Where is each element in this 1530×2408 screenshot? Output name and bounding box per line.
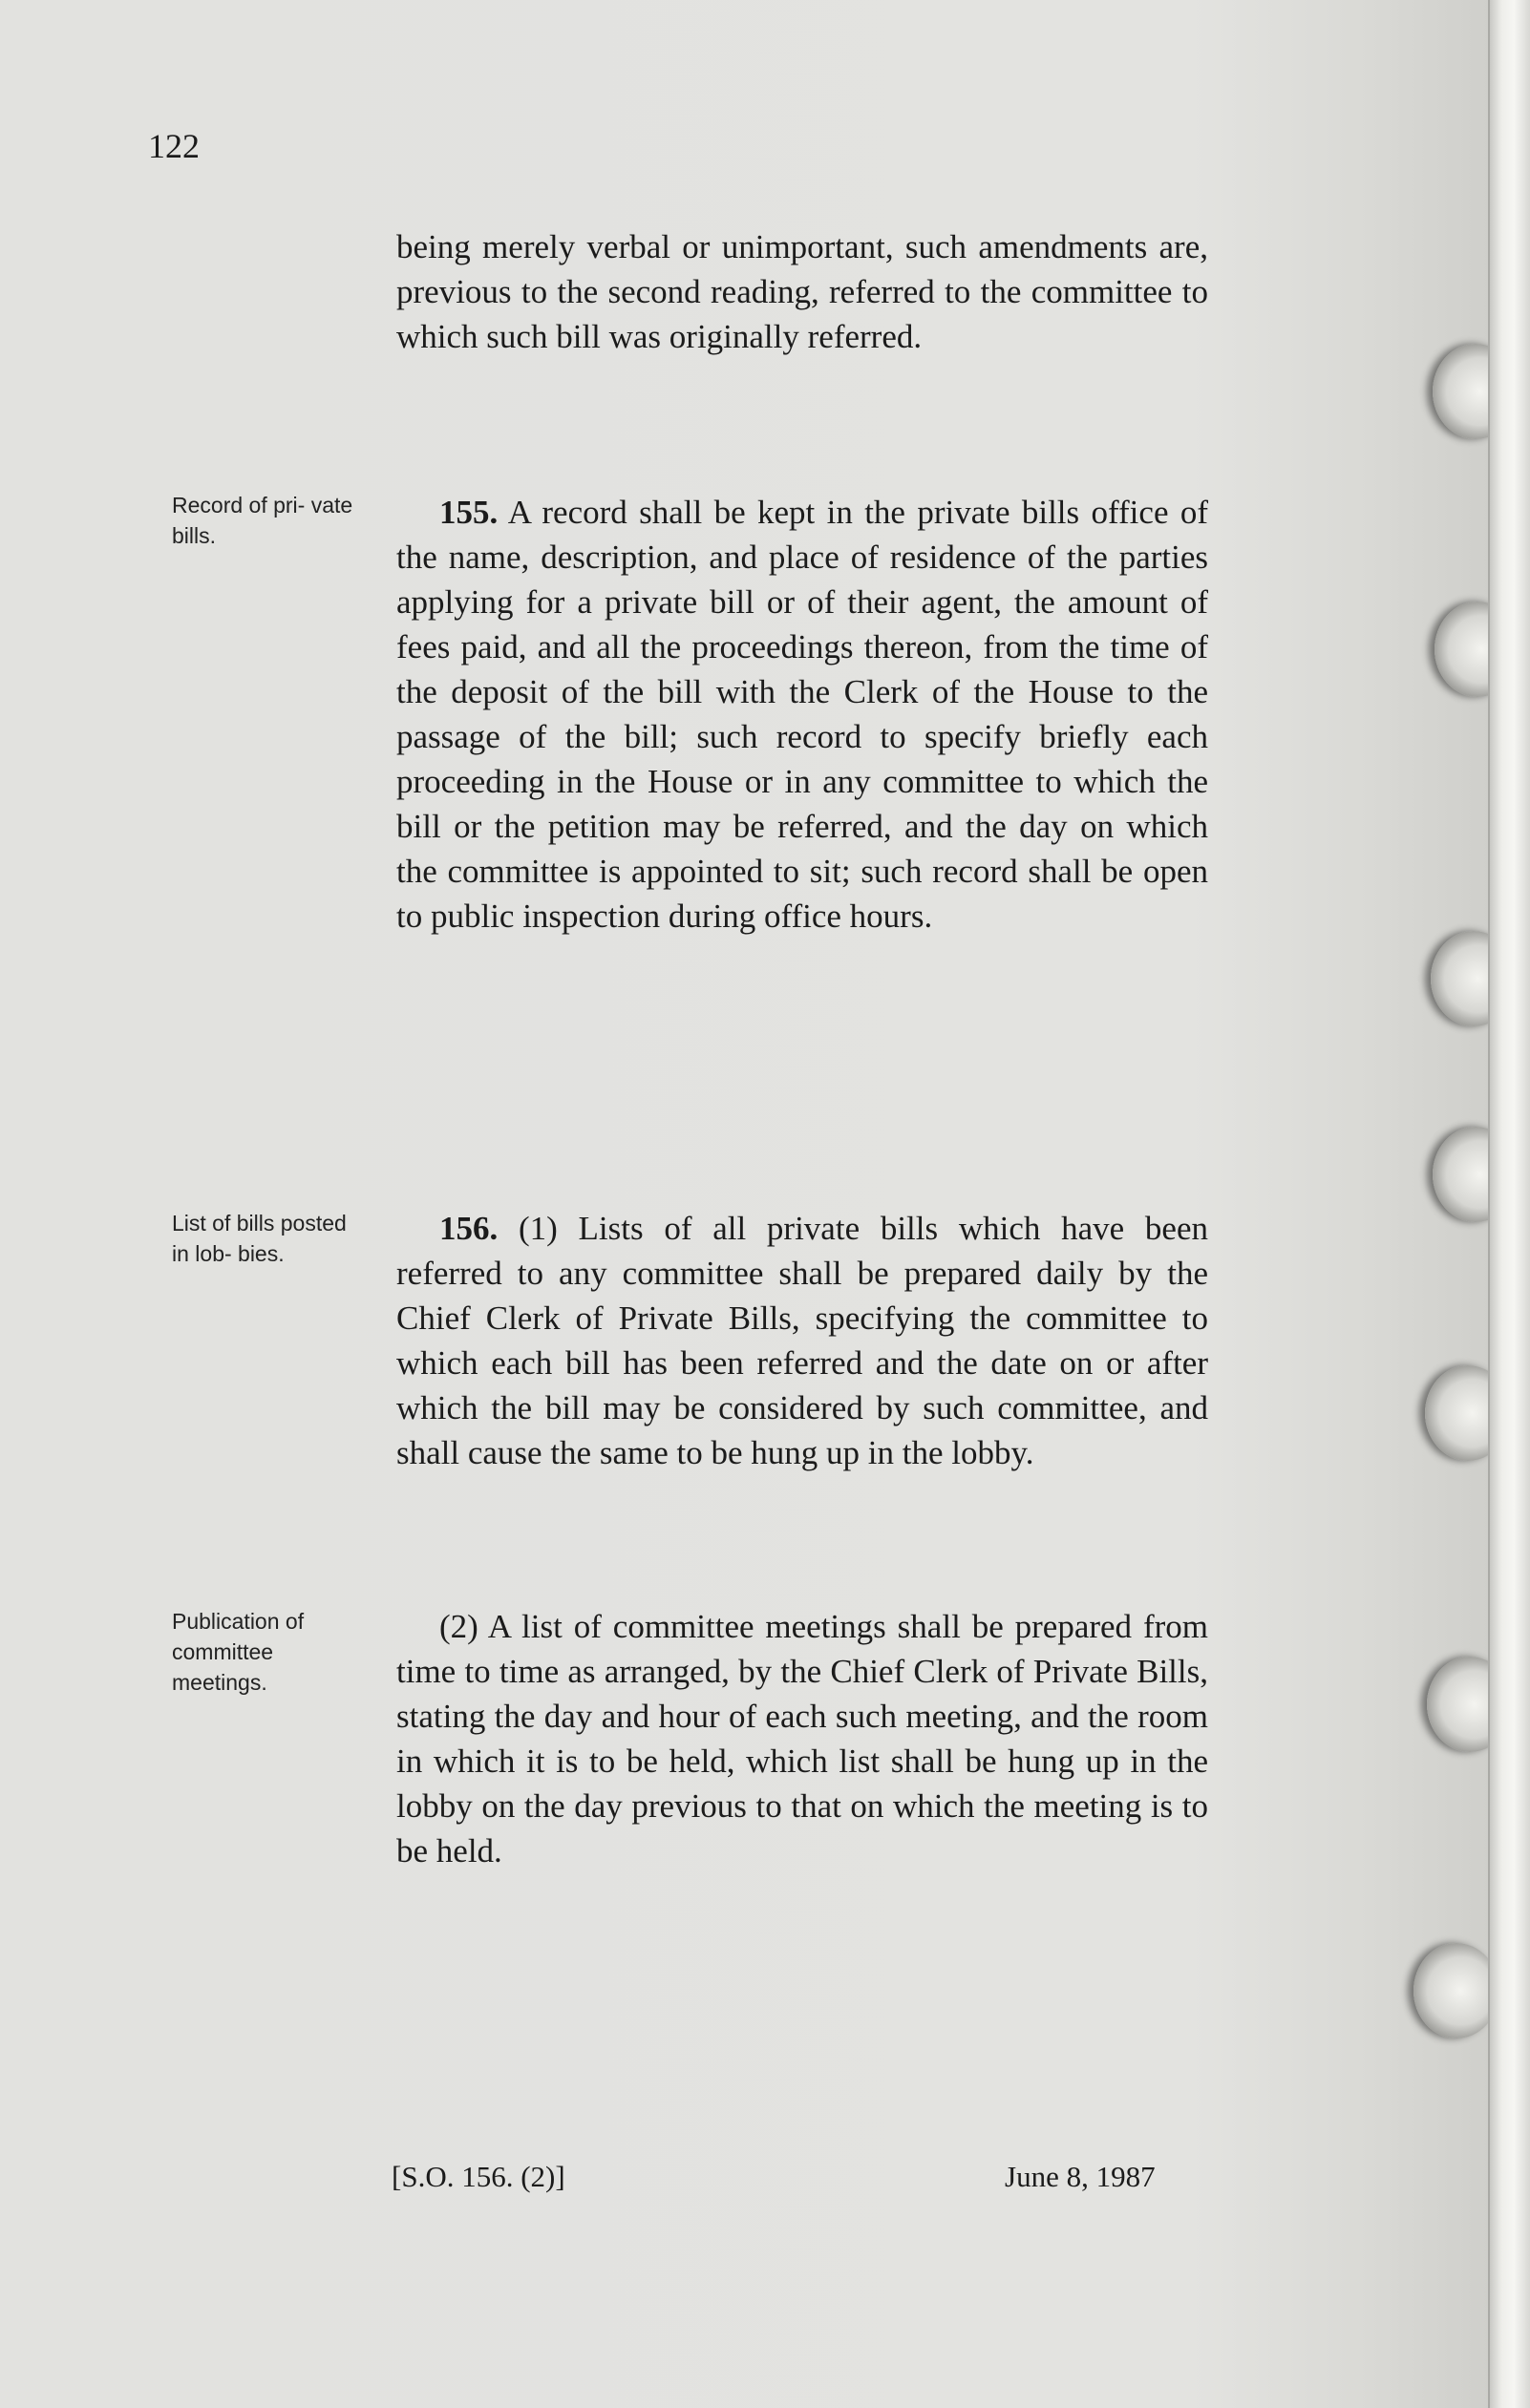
footer-date: June 8, 1987 <box>1005 2160 1156 2193</box>
continuation-paragraph <box>396 224 1208 359</box>
page-number: 122 <box>148 127 200 165</box>
section-156-2 <box>396 1604 1208 1873</box>
continuation-text: being merely verbal or unimportant, such amendments are, previous to the second reading, referred to the committee to which such bill was originally referred. <box>396 228 1208 355</box>
margin-note-155: Record of pri- vate bills. <box>172 493 353 548</box>
section-number-156: 156. <box>439 1210 499 1247</box>
margin-note-156-2: Publication of committee meetings. <box>172 1609 305 1695</box>
section-number-155: 155. <box>439 494 499 531</box>
section-text-155: A record shall be kept in the private bills office of the name, description, and place of residence of the parties applying for a private bill or of their agent, the amount of fees paid, and all the proceedings thereon, from the time of the deposit of the bill with the Clerk of the House to the passage of the bill; such record to specify briefly each proceeding in the House or in any committee to which the bill or the petition may be referred, and the day on which the committee is appointed to sit; such record shall be open to public inspection during office hours. <box>396 494 1208 935</box>
section-text-156: (1) Lists of all private bills which have been referred to any committee shall be prepared daily by the Chief Clerk of Private Bills, specifying the committee to which each bill has been referred and the date on or after which the bill may be considered by such committee, and shall cause the same to be hung up in the lobby. <box>396 1210 1208 1471</box>
section-155 <box>396 490 1208 939</box>
footer-reference: [S.O. 156. (2)] <box>392 2160 565 2193</box>
section-156 <box>396 1206 1208 1475</box>
section-text-156-2: (2) A list of committee meetings shall be prepared from time to time as arranged, by the Chief Clerk of Private Bills, stating the day and hour of each such meeting, and the room in which it is to be held, which list shall be hung up in the lobby on the day previous to that on which the meeting is to be held. <box>396 1608 1208 1869</box>
page-edge <box>1488 0 1530 2408</box>
binder-hole <box>1413 1943 1499 2038</box>
margin-note-156: List of bills posted in lob- bies. <box>172 1211 347 1266</box>
